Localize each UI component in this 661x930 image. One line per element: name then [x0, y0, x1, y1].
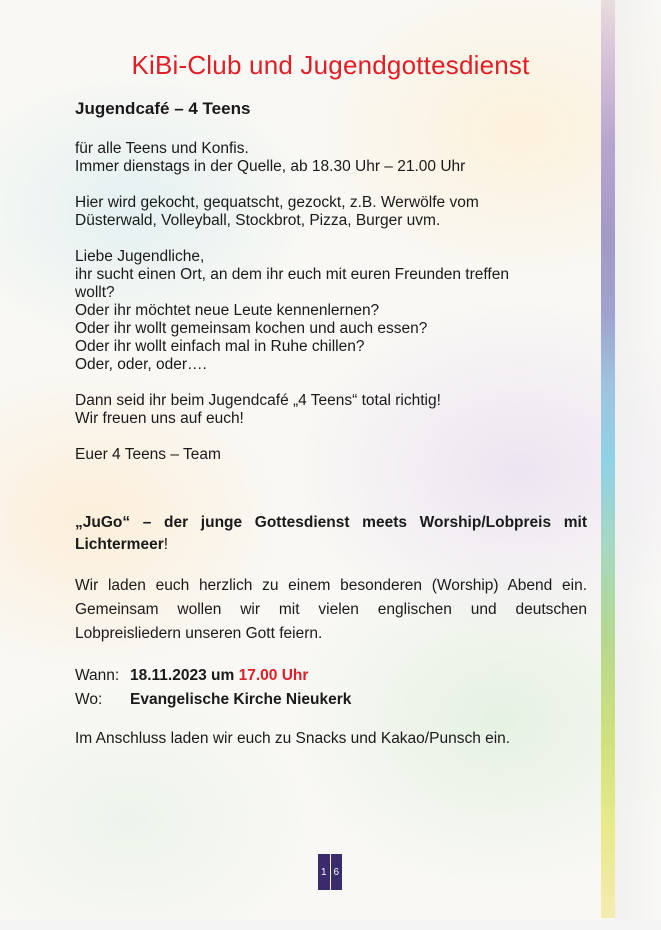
letter-line: ihr sucht einen Ort, an dem ihr euch mit euren Freunden treffen	[75, 266, 509, 283]
activities-line: Düsterwald, Volleyball, Stockbrot, Pizza, Burger uvm.	[75, 212, 441, 229]
event-date: 18.11.2023 um	[130, 667, 235, 684]
intro-paragraph	[75, 140, 587, 176]
jugo-heading-suffix: !	[163, 536, 169, 553]
page-bottom-edge	[0, 920, 661, 930]
team-signature: Euer 4 Teens – Team	[75, 446, 221, 463]
jugo-heading-text: „JuGo“ – der junge Gottesdienst meets Worship/Lobpreis mit Lichtermeer	[75, 514, 587, 553]
rainbow-stripe	[601, 0, 615, 918]
letter-line: Oder ihr wollt gemeinsam kochen und auch essen?	[75, 320, 428, 337]
section-heading-jugendcafe: Jugendcafé – 4 Teens	[75, 99, 251, 118]
letter-line: Oder ihr möchtet neue Leute kennenlernen?	[75, 302, 380, 319]
event-time: 17.00 Uhr	[238, 667, 309, 684]
page-number-badge	[318, 854, 342, 890]
activities-paragraph	[75, 194, 587, 230]
page-edge-shade	[615, 0, 661, 930]
page-content	[75, 100, 587, 766]
page-number-digit: 6	[331, 854, 343, 890]
activities-line: Hier wird gekocht, gequatscht, gezockt, z.B. Werwölfe vom	[75, 194, 479, 211]
jugo-body-paragraph: Wir laden euch herzlich zu einem besonderen (Worship) Abend ein. Gemeinsam wollen wir mit vielen englischen und deutschen Lobpreisliedern unseren Gott feiern.	[75, 577, 587, 642]
page-number-digit: 1	[318, 854, 330, 890]
letter-line: Oder, oder, oder….	[75, 356, 207, 373]
wann-label: Wann:	[75, 667, 120, 684]
wo-label: Wo:	[75, 691, 103, 708]
closing-paragraph	[75, 392, 587, 428]
letter-line: Liebe Jugendliche,	[75, 248, 205, 265]
event-details	[75, 664, 587, 712]
closing-line: Wir freuen uns auf euch!	[75, 410, 244, 427]
intro-line: für alle Teens und Konfis.	[75, 140, 249, 157]
event-location: Evangelische Kirche Nieukerk	[130, 691, 352, 708]
letter-paragraph	[75, 248, 587, 374]
letter-line: wollt?	[75, 284, 115, 301]
closing-line: Dann seid ihr beim Jugendcafé „4 Teens“ total richtig!	[75, 392, 441, 409]
page-title: KiBi-Club und Jugendgottesdienst	[131, 50, 530, 80]
intro-line: Immer dienstags in der Quelle, ab 18.30 Uhr – 21.00 Uhr	[75, 158, 466, 175]
letter-line: Oder ihr wollt einfach mal in Ruhe chillen?	[75, 338, 365, 355]
after-event-paragraph: Im Anschluss laden wir euch zu Snacks und Kakao/Punsch ein.	[75, 730, 511, 747]
section-heading-jugo	[75, 512, 587, 556]
